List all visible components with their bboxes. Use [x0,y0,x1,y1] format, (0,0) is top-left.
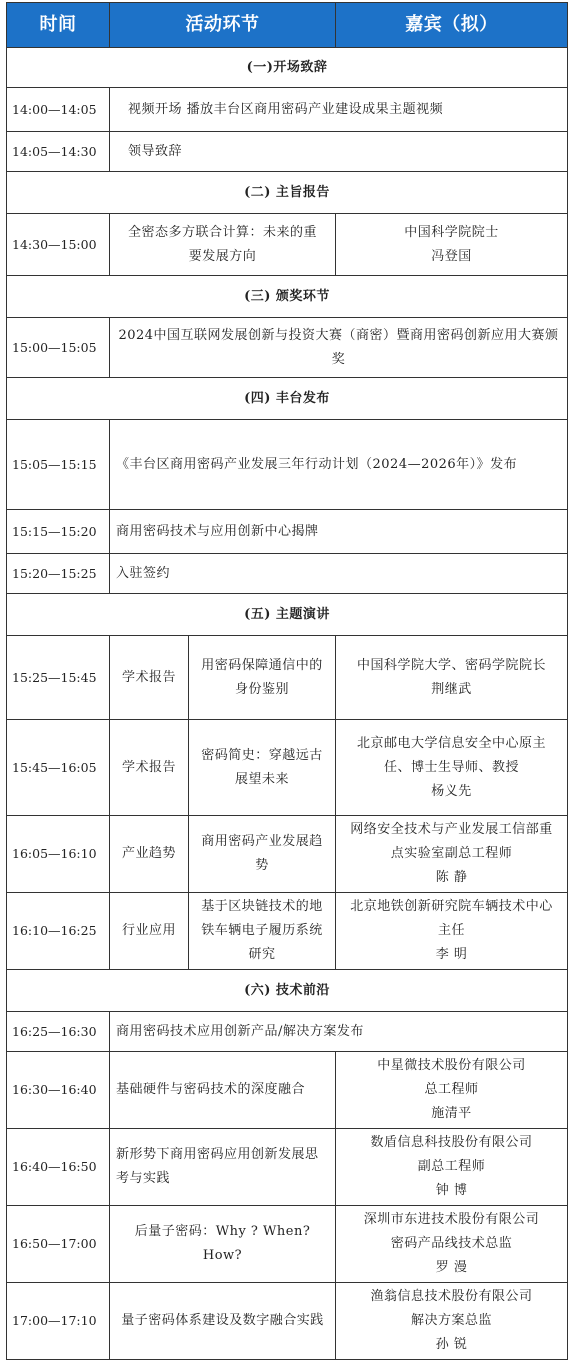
guest-line: 深圳市东进技术股份有限公司 [363,1212,540,1227]
section-row [7,172,568,214]
guest-line: 中星微技术股份有限公司 [377,1058,526,1073]
type-cell: 产业趋势 [110,816,189,893]
section-title: (五) 主题演讲 [7,594,568,636]
guest-cell [336,214,568,276]
guest-cell [336,1129,568,1206]
guest-cell [336,816,568,893]
topic-cell: 用密码保障通信中的身份鉴别 [189,636,336,720]
activity-cell: 商用密码技术应用创新产品/解决方案发布 [110,1012,568,1052]
agenda-row [7,1012,568,1052]
guest-line: 密码产品线技术总监 [390,1236,513,1251]
guest-name: 罗 漫 [435,1260,468,1275]
time-cell: 16:05—16:10 [7,816,110,893]
agenda-row [7,636,568,720]
guest-line: 北京邮电大学信息安全中心原主任、博士生导师、教授 [357,735,547,775]
section-title: (二) 主旨报告 [7,172,568,214]
agenda-row [7,720,568,816]
time-cell: 14:30—15:00 [7,214,110,276]
guest-line: 数盾信息科技股份有限公司 [370,1135,533,1150]
time-cell: 15:20—15:25 [7,554,110,594]
agenda-row [7,816,568,893]
time-cell: 15:00—15:05 [7,318,110,378]
time-cell: 16:50—17:00 [7,1206,110,1283]
guest-name: 陈 静 [435,870,468,885]
guest-name: 杨义先 [431,783,472,799]
time-cell: 15:45—16:05 [7,720,110,816]
guest-cell [336,1206,568,1283]
activity-cell: 领导致辞 [110,132,568,172]
guest-cell [336,1052,568,1129]
agenda-row [7,132,568,172]
time-cell: 15:05—15:15 [7,420,110,510]
guest-line: 北京地铁创新研究院车辆技术中心主任 [350,899,553,938]
section-title: (四) 丰台发布 [7,378,568,420]
header-guest: 嘉宾（拟） [336,3,568,48]
guest-name: 孙 锐 [435,1337,468,1352]
agenda-row [7,420,568,510]
section-row [7,378,568,420]
topic-cell: 全密态多方联合计算：未来的重要发展方向 [110,214,336,276]
guest-line: 渔翁信息技术股份有限公司 [370,1289,533,1304]
guest-line: 中国科学院院士 [404,224,499,240]
guest-name: 荆继武 [431,681,472,697]
section-row [7,970,568,1012]
guest-line: 解决方案总监 [411,1313,493,1328]
agenda-row [7,893,568,970]
topic-cell: 基础硬件与密码技术的深度融合 [110,1052,336,1129]
time-cell: 17:00—17:10 [7,1283,110,1360]
time-cell: 16:25—16:30 [7,1012,110,1052]
guest-name: 钟 博 [435,1183,468,1198]
activity-cell: 视频开场 播放丰台区商用密码产业建设成果主题视频 [110,88,568,132]
agenda-row [7,88,568,132]
time-cell: 16:10—16:25 [7,893,110,970]
topic-cell: 商用密码产业发展趋势 [189,816,336,893]
guest-line: 中国科学院大学、密码学院院长 [357,657,547,673]
guest-cell [336,720,568,816]
header-time: 时间 [7,3,110,48]
guest-line: 网络安全技术与产业发展工信部重点实验室副总工程师 [350,822,553,861]
agenda-row [7,1206,568,1283]
guest-name: 李 明 [435,947,468,962]
type-cell: 学术报告 [110,636,189,720]
header-row [7,3,568,48]
activity-cell: 《丰台区商用密码产业发展三年行动计划（2024—2026年）》发布 [110,420,568,510]
agenda-row [7,214,568,276]
agenda-table [6,2,568,1360]
topic-cell: 密码简史：穿越远古 展望未来 [189,720,336,816]
time-cell: 15:15—15:20 [7,510,110,554]
header-activity: 活动环节 [110,3,336,48]
time-cell: 14:05—14:30 [7,132,110,172]
agenda-row [7,510,568,554]
section-row [7,594,568,636]
guest-cell [336,893,568,970]
time-cell: 16:30—16:40 [7,1052,110,1129]
topic-cell: 基于区块链技术的地铁车辆电子履历系统研究 [189,893,336,970]
agenda-row [7,318,568,378]
time-cell: 16:40—16:50 [7,1129,110,1206]
section-row [7,48,568,88]
topic-cell: 新形势下商用密码应用创新发展思考与实践 [110,1129,336,1206]
agenda-row [7,1129,568,1206]
agenda-row [7,554,568,594]
guest-line: 总工程师 [424,1082,479,1097]
section-row [7,276,568,318]
guest-cell [336,636,568,720]
activity-cell: 商用密码技术与应用创新中心揭牌 [110,510,568,554]
activity-cell: 入驻签约 [110,554,568,594]
section-title: (六) 技术前沿 [7,970,568,1012]
time-cell: 14:00—14:05 [7,88,110,132]
guest-name: 施清平 [431,1106,472,1121]
activity-cell: 2024中国互联网发展创新与投资大赛（商密）暨商用密码创新应用大赛颁奖 [110,318,568,378]
topic-cell: 量子密码体系建设及数字融合实践 [110,1283,336,1360]
type-cell: 行业应用 [110,893,189,970]
type-cell: 学术报告 [110,720,189,816]
topic-cell: 后量子密码：Why ? When? How? [110,1206,336,1283]
section-title: (三) 颁奖环节 [7,276,568,318]
agenda-row [7,1052,568,1129]
guest-line: 副总工程师 [417,1159,486,1174]
guest-name: 冯登国 [431,248,472,264]
section-title: (一)开场致辞 [7,48,568,88]
time-cell: 15:25—15:45 [7,636,110,720]
